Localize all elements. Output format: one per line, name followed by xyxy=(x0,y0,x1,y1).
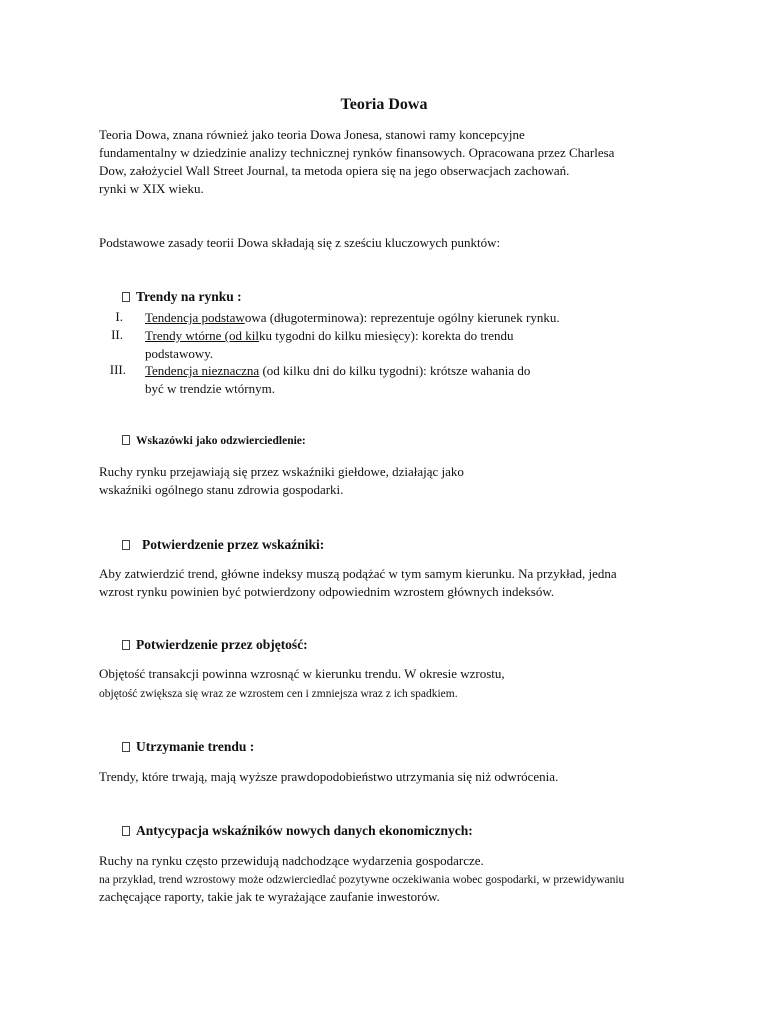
list-number: III. xyxy=(109,362,126,377)
list-item xyxy=(145,362,530,380)
indicators-line-1: Ruchy rynku przejawiają się przez wskaźniki giełdowe, działając jako xyxy=(99,464,464,479)
heading-text: Wskazówki jako odzwierciedlenie: xyxy=(136,435,306,447)
heading-text: Trendy na rynku : xyxy=(136,289,242,304)
list-item xyxy=(145,309,560,327)
list-item-term: Tendencja nieznaczna xyxy=(145,363,260,378)
checkbox-icon xyxy=(122,742,130,752)
principles-intro: Podstawowe zasady teorii Dowa składają się z sześciu kluczowych punktów: xyxy=(99,235,501,250)
section-heading-trends xyxy=(122,289,242,305)
section-heading-anticipation xyxy=(122,823,473,839)
list-item xyxy=(145,327,514,345)
confirmation-line-1: Aby zatwierdzić trend, główne indeksy muszą podążać w tym samym kierunku. Na przykład, jedna xyxy=(99,566,617,581)
list-item-term: Trendy wtórne (od kil xyxy=(145,328,259,343)
intro-line-2: fundamentalny w dziedzinie analizy technicznej rynków finansowych. Opracowana przez Charlesa xyxy=(99,145,615,160)
anticipation-line-1: Ruchy na rynku często przewidują nadchodzące wydarzenia gospodarcze. xyxy=(99,853,484,868)
intro-line-3: Dow, założyciel Wall Street Journal, ta metoda opiera się na jego obserwacjach zachowań. xyxy=(99,163,570,178)
intro-line-1: Teoria Dowa, znana również jako teoria Dowa Jonesa, stanowi ramy koncepcyjne xyxy=(99,127,525,142)
confirmation-line-2: wzrost rynku powinien być potwierdzony odpowiednim wzrostem głównych indeksów. xyxy=(99,584,555,599)
heading-text: Potwierdzenie przez objętość: xyxy=(136,637,308,652)
heading-text: Antycypacja wskaźników nowych danych ekonomicznych: xyxy=(136,823,473,838)
section-heading-indicators xyxy=(122,435,306,447)
list-item-text: ku tygodni do kilku miesięcy): korekta do trendu xyxy=(259,328,514,343)
volume-line-1: Objętość transakcji powinna wzrosnąć w kierunku trendu. W okresie wzrostu, xyxy=(99,666,505,681)
list-item-continuation: być w trendzie wtórnym. xyxy=(145,381,275,396)
list-item-continuation: podstawowy. xyxy=(145,346,214,361)
anticipation-line-2: na przykład, trend wzrostowy może odzwierciedlać pozytywne oczekiwania wobec gospodarki, w przewidywaniu xyxy=(99,874,625,886)
page-title: Teoria Dowa xyxy=(340,96,428,113)
section-heading-confirmation xyxy=(122,537,324,553)
checkbox-icon xyxy=(122,292,130,302)
checkbox-icon xyxy=(122,826,130,836)
section-heading-volume xyxy=(122,637,308,653)
checkbox-icon xyxy=(122,540,130,550)
intro-line-4: rynki w XIX wieku. xyxy=(99,181,204,196)
indicators-line-2: wskaźniki ogólnego stanu zdrowia gospodarki. xyxy=(99,482,344,497)
persistence-line-1: Trendy, które trwają, mają wyższe prawdopodobieństwo utrzymania się niż odwrócenia. xyxy=(99,769,559,784)
list-number: II. xyxy=(111,327,123,342)
heading-text: Potwierdzenie przez wskaźniki: xyxy=(142,537,325,552)
list-item-term: Tendencja podstaw xyxy=(145,310,245,325)
heading-text: Utrzymanie trendu : xyxy=(136,739,255,754)
anticipation-line-3: zachęcające raporty, takie jak te wyrażające zaufanie inwestorów. xyxy=(99,889,440,904)
section-heading-persistence xyxy=(122,739,254,755)
list-item-text: (od kilku dni do kilku tygodni): krótsze wahania do xyxy=(259,363,531,378)
checkbox-icon xyxy=(122,640,130,650)
checkbox-icon xyxy=(122,435,130,445)
list-item-text: owa (długoterminowa): reprezentuje ogólny kierunek rynku. xyxy=(244,310,560,325)
list-number: I. xyxy=(115,309,123,324)
volume-line-2: objętość zwiększa się wraz ze wzrostem cen i zmniejsza wraz z ich spadkiem. xyxy=(99,688,458,700)
